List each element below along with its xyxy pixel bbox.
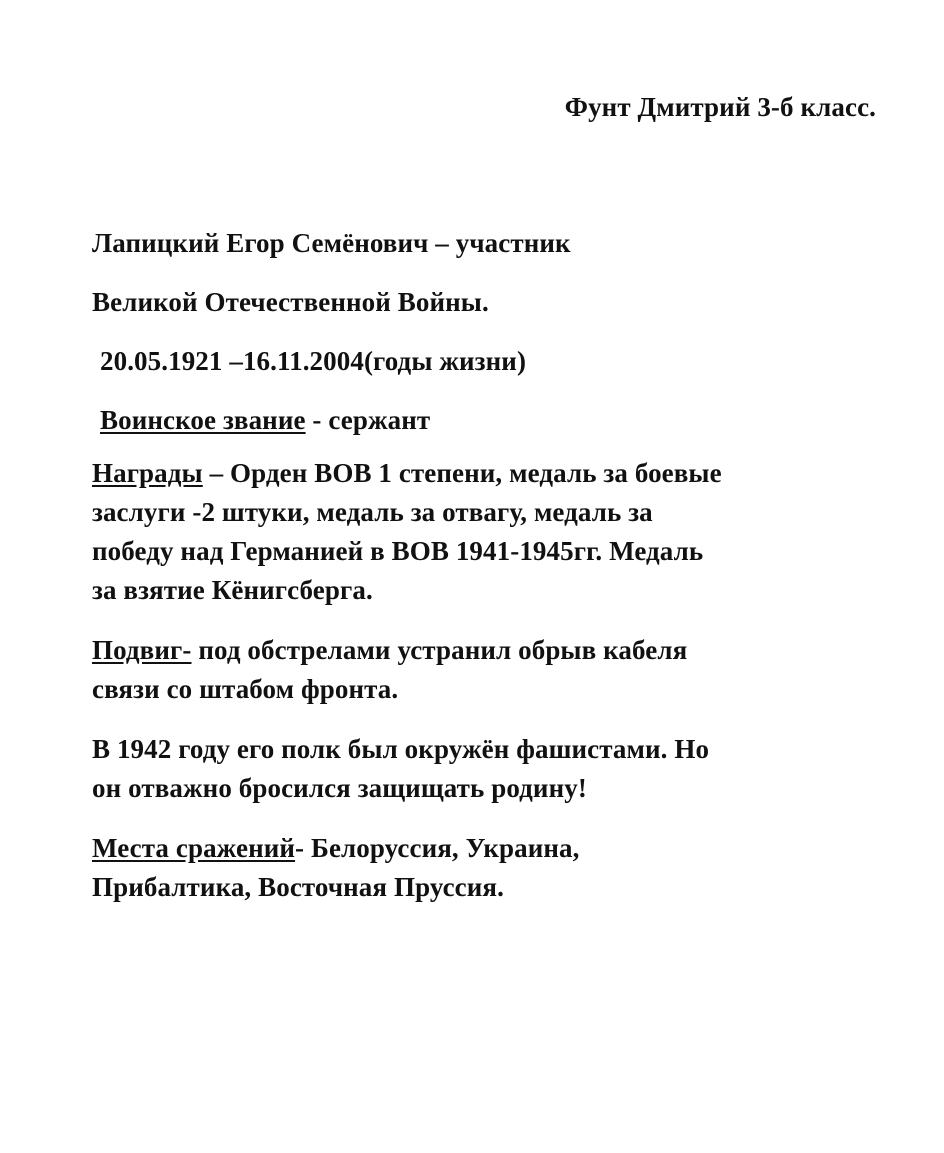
feat-line-2: связи со штабом фронта.	[92, 674, 399, 704]
battles-label: Места сражений	[92, 833, 296, 863]
battles-line-2: Прибалтика, Восточная Пруссия.	[92, 872, 504, 902]
story-paragraph	[92, 730, 892, 808]
battles-text-1: - Белоруссия, Украина,	[295, 833, 580, 863]
intro-line-2: Великой Отечественной Войны.	[92, 287, 489, 317]
feat-text-1: под обстрелами устранил обрыв кабеля	[191, 635, 688, 665]
rank-value: - сержант	[305, 405, 431, 435]
awards-line-2: заслуги -2 штуки, медаль за отвагу, медаль за	[92, 497, 653, 527]
awards-paragraph	[92, 454, 892, 610]
rank-paragraph	[92, 391, 892, 450]
author-line: Фунт Дмитрий 3-б класс.	[564, 92, 876, 122]
story-line-2: он отважно бросился защищать родину!	[92, 773, 587, 803]
intro-line-1: Лапицкий Егор Семёнович – участник	[92, 228, 571, 258]
life-years: 20.05.1921 –16.11.2004(годы жизни)	[100, 346, 527, 376]
years-paragraph	[92, 332, 892, 391]
awards-label: Награды	[92, 458, 203, 488]
awards-line-3: победу над Германией в ВОВ 1941-1945гг. Медаль	[92, 536, 704, 566]
feat-line-1	[92, 631, 892, 670]
rank-line	[92, 391, 892, 450]
document-body	[92, 214, 892, 928]
battles-paragraph	[92, 829, 892, 907]
awards-text-1: – Орден ВОВ 1 степени, медаль за боевые	[202, 458, 722, 488]
intro-paragraph	[92, 214, 892, 332]
awards-line-1	[92, 454, 892, 493]
rank-label: Воинское звание	[100, 405, 306, 435]
feat-paragraph	[92, 631, 892, 709]
story-line-1: В 1942 году его полк был окружён фашистами. Но	[92, 734, 710, 764]
battles-line-1	[92, 829, 892, 868]
feat-label: Подвиг-	[92, 635, 192, 665]
awards-line-4: за взятие Кёнигсберга.	[92, 575, 373, 605]
